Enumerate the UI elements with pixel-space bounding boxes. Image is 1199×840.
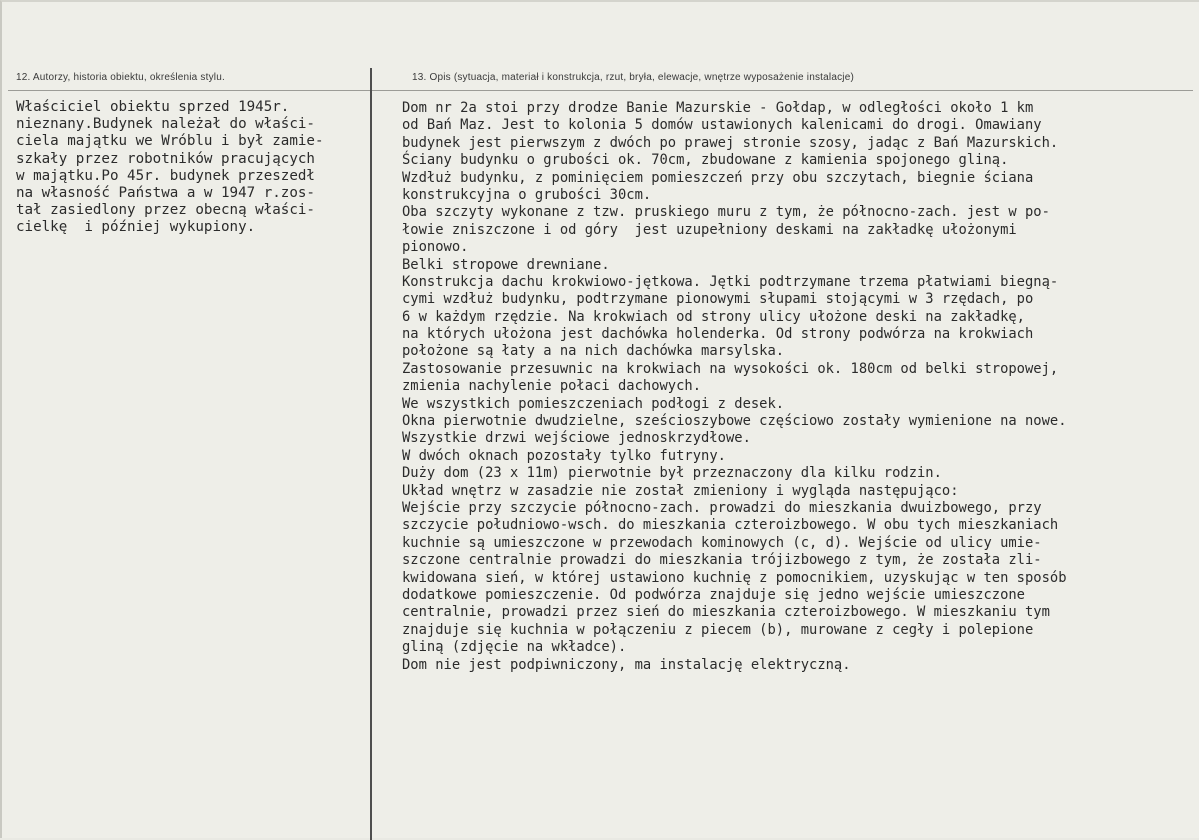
description-text-line: Układ wnętrz w zasadzie nie został zmieniony i wygląda następująco:	[402, 482, 959, 499]
description-text-line: kwidowana sień, w której ustawiono kuchnię z pomocnikiem, uzyskując w ten sposób	[402, 569, 1067, 586]
description-text-line: 6 w każdym rzędzie. Na krokwiach od strony ulicy ułożone deski na zakładkę,	[402, 308, 1025, 325]
description-text-line: znajduje się kuchnia w połączeniu z piecem (b), murowane z cegły i polepione	[402, 621, 1034, 638]
description-text-line: Konstrukcja dachu krokwiowo-jętkowa. Jętki podtrzymane trzema płatwiami biegną-	[402, 273, 1059, 290]
description-text-line: położone są łaty a na nich dachówka marsylska.	[402, 343, 785, 360]
history-text-line: nieznany.Budynek należał do właści-	[16, 116, 315, 133]
description-text-line: pionowo.	[402, 239, 469, 256]
description-text-line: Dom nr 2a stoi przy drodze Banie Mazurskie - Gołdap, w odległości około 1 km	[402, 100, 1034, 116]
description-text-line: Wejście przy szczycie północno-zach. prowadzi do mieszkania dwuizbowego, przy	[402, 499, 1042, 516]
description-text-line: Wszystkie drzwi wejściowe jednoskrzydłowe.	[402, 430, 751, 447]
history-text-line: tał zasiedlony przez obecną właści-	[16, 202, 315, 219]
section-13-header: 13. Opis (sytuacja, materiał i konstrukcja, rzut, bryła, elewacje, wnętrze wyposażenie instalacje)	[412, 72, 854, 83]
description-text-line: Oba szczyty wykonane z tzw. pruskiego muru z tym, że północno-zach. jest w po-	[402, 204, 1050, 221]
description-text-line: szczycie południowo-wsch. do mieszkania czteroizbowego. W obu tych mieszkaniach	[402, 517, 1059, 534]
description-text-block	[402, 100, 1067, 674]
history-text-line: w majątku.Po 45r. budynek przeszedł	[16, 167, 315, 184]
history-text-line: na własność Państwa a w 1947 r.zos-	[16, 184, 315, 201]
description-text-line: szczone centralnie prowadzi do mieszkania trójizbowego z tym, że została zli-	[402, 552, 1042, 569]
description-text-line: na których ułożona jest dachówka holenderka. Od strony podwórza na krokwiach	[402, 326, 1034, 343]
description-text-line: zmienia nachylenie połaci dachowych.	[402, 378, 702, 395]
description-text-line: Duży dom (23 x 11m) pierwotnie był przeznaczony dla kilku rodzin.	[402, 465, 942, 482]
description-text-line: cymi wzdłuż budynku, podtrzymane pionowymi słupami stojącymi w 3 rzędach, po	[402, 291, 1034, 308]
description-text-line: dodatkowe pomieszczenie. Od podwórza znajduje się jedno wejście umieszczone	[402, 586, 1025, 603]
description-text-line: konstrukcyjna o grubości 30cm.	[402, 186, 652, 203]
section-12-header: 12. Autorzy, historia obiektu, określenia stylu.	[16, 72, 225, 83]
history-text-line: cielkę i później wykupiony.	[16, 219, 256, 236]
description-text-line: od Bań Maz. Jest to kolonia 5 domów ustawionych kalenicami do drogi. Omawiany	[402, 117, 1042, 134]
description-text-line: kuchnie są umieszczone w przewodach kominowych (c, d). Wejście od ulicy umie-	[402, 534, 1042, 551]
description-text-line: Zastosowanie przesuwnic na krokwiach na wysokości ok. 180cm od belki stropowej,	[402, 360, 1059, 377]
description-text-line: Belki stropowe drewniane.	[402, 256, 610, 273]
description-text-line: Ściany budynku o grubości ok. 70cm, zbudowane z kamienia spojonego gliną.	[402, 152, 1009, 169]
description-text-line: We wszystkich pomieszczeniach podłogi z desek.	[402, 395, 785, 412]
column-divider	[370, 68, 372, 840]
description-text-line: W dwóch oknach pozostały tylko futryny.	[402, 447, 726, 464]
history-text-line: szkały przez robotników pracujących	[16, 150, 315, 167]
history-text-line: Właściciel obiektu sprzed 1945r.	[16, 99, 290, 115]
description-text-line: budynek jest pierwszym z dwóch po prawej stronie szosy, jadąc z Bań Mazurskich.	[402, 134, 1059, 151]
history-text-block	[16, 99, 324, 237]
description-text-line: łowie zniszczone i od góry jest uzupełniony deskami na zakładkę ułożonymi	[402, 221, 1017, 238]
header-rule	[8, 90, 1193, 91]
description-text-line: Dom nie jest podpiwniczony, ma instalację elektryczną.	[402, 656, 851, 673]
description-text-line: centralnie, prowadzi przez sień do mieszkania czteroizbowego. W mieszkaniu tym	[402, 604, 1050, 621]
history-text-line: ciela majątku we Wróblu i był zamie-	[16, 133, 324, 150]
description-text-line: Okna pierwotnie dwudzielne, sześcioszybowe częściowo zostały wymienione na nowe.	[402, 413, 1067, 430]
description-text-line: gliną (zdjęcie na wkładce).	[402, 639, 627, 656]
description-text-line: Wzdłuż budynku, z pominięciem pomieszczeń przy obu szczytach, biegnie ściana	[402, 169, 1034, 186]
